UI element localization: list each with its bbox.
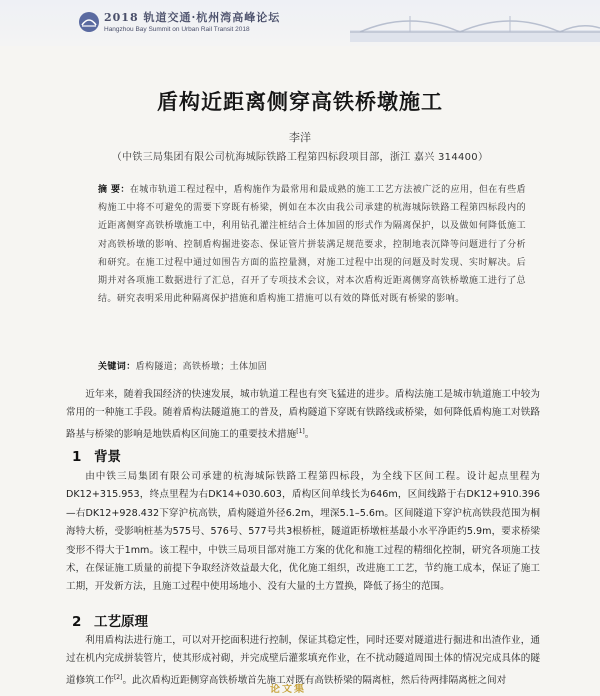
section1-paragraph: 由中铁三局集团有限公司承建的杭海城际铁路工程第四标段，为全线下区间工程。设计起点里程为DK12+315.953，终点里程为右DK14+030.603，盾构区间单线长为646m，区间线路于右DK12+910.396—右DK12+928.432下穿沪杭高铁，盾构隧道外径6.2m，埋深5.1–5.6m。区间隧道下穿沪杭高铁段范围为桐海特大桥，受影响桩基为575号、576号、577号共3根桥桩，隧道距桥墩桩基最小水平净距约5.9m，要求桥梁变形不得大于1mm。该工程中，中铁三局项目部对施工方案的优化和施工过程的精细化控制，研究各项施工技术，在保证施工质量的前提下争取经济效益最大化，优化施工组织，改进施工工艺，节约施工成本，保证了施工工期，开发新方法，且施工过程中使用场地小、没有大量的土方置换，降低了扬尘的范围。 (66, 471, 540, 593)
conference-title-cn: 2018 轨道交通·杭州湾高峰论坛 (104, 11, 281, 24)
section2-text-continued: 。此次盾构近距侧穿高铁桥墩首先施工对既有高铁桥梁的隔离桩，然后待两排隔离桩之间对 (122, 675, 507, 686)
abstract (98, 181, 526, 308)
abstract-text: 在城市轨道工程过程中，盾构施作为最常用和最成熟的施工工艺方法被广泛的应用，但在有些盾构施工中将不可避免的需要下穿既有桥梁，例如在本次由我公司承建的杭海城际铁路工程第四标段内的近距离侧穿高铁桥墩施工中，利用钻孔灌注桩结合土体加固的形式作为隔离保护，以及做如何降低施工对高铁桥墩的影响、控制盾构掘进姿态、保证管片拼装满足规范要求，控制地表沉降等问题进行了分析和研究。在施工过程中通过如围告方面的监控量测，对施工过程中出现的问题及时发现、实时解决。后期并对各项施工数据进行了汇总，召开了专项技术会议，对本次盾构近距离侧穿高铁桥墩施工进行了总结。研究表明采用此种隔离保护措施和盾构施工措施可以有效的降低对既有桥梁的影响。 (98, 185, 527, 305)
keywords-label: 关键词： (98, 362, 136, 372)
keywords-text: 盾构隧道；高铁桥墩；土体加固 (135, 362, 268, 372)
section-number-2: 2 (72, 614, 82, 630)
citation-2: [2] (113, 673, 123, 681)
paper-title: 盾构近距离侧穿高铁桥墩施工 (157, 90, 443, 114)
footer-stamp: 论文集 (270, 684, 306, 695)
intro-end: 。 (304, 429, 315, 440)
citation-1: [1] (296, 427, 305, 435)
section2-paragraph (66, 632, 540, 690)
section-title-1: 背景 (94, 449, 121, 465)
summit-logo-icon (78, 11, 100, 33)
author-name: 李洋 (289, 131, 311, 144)
conference-header (0, 0, 600, 46)
bridge-illustration (350, 2, 600, 42)
section2-text: 利用盾构法进行施工，可以对开挖面积进行控制，保证其稳定性，同时还要对隧道进行掘进和出渣作业，通过在机内完成拼装管片，使其形成衬砌，并完成壁后灌浆填充作业，在不扰动隧道周围土体的情况完成具体的隧道修筑工作 (66, 635, 540, 686)
intro-text: 近年来，随着我国经济的快速发展，城市轨道工程也有突飞猛进的进步。盾构法施工是城市轨道施工中较为常用的一种施工手段。随着盾构法隧道施工的普及，盾构隧道下穿既有铁路线或桥梁，如何降低盾构施工对铁路路基与桥梁的影响是地铁盾构区间施工的重要技术措施 (66, 389, 540, 440)
section-heading-2 (72, 610, 148, 630)
section-number-1: 1 (72, 449, 82, 465)
abstract-label: 摘 要： (98, 185, 130, 195)
keywords (98, 359, 526, 372)
conference-title-en: Hangzhou Bay Summit on Urban Rail Transit 2018 (104, 26, 250, 33)
section-title-2: 工艺原理 (94, 614, 148, 630)
intro-paragraph (66, 386, 540, 444)
author-affiliation: （中铁三局集团有限公司杭海城际铁路工程第四标段项目部，浙江 嘉兴 314400） (111, 152, 489, 163)
section-heading-1 (72, 445, 121, 465)
